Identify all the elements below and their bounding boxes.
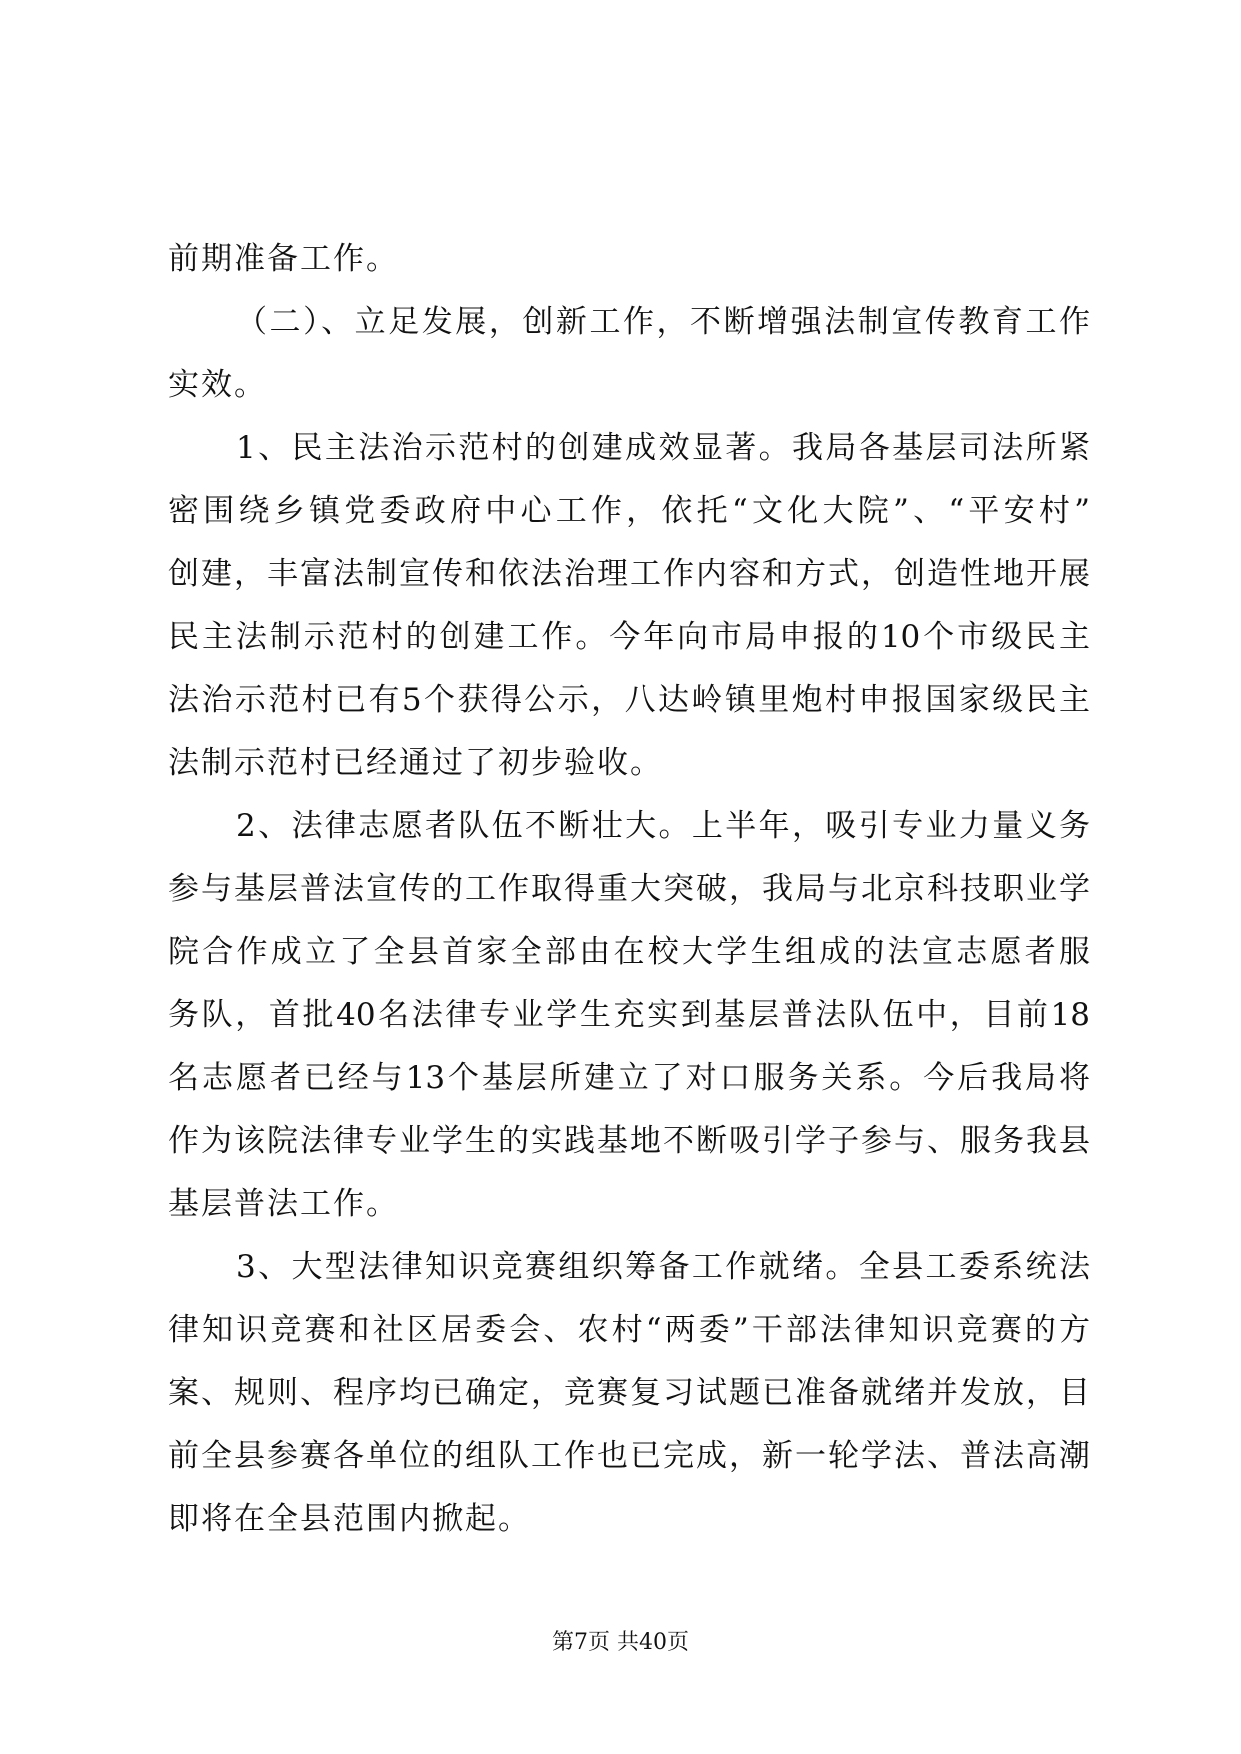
text-line: 案、规则、程序均已确定，竞赛复习试题已准备就绪并发放，目 bbox=[168, 1375, 1090, 1411]
page-number-footer: 第7页 共40页 bbox=[552, 1630, 689, 1655]
text-line: 3、大型法律知识竞赛组织筹备工作就绪。全县工委系统法 bbox=[236, 1249, 1090, 1285]
text-line: 创建，丰富法制宣传和依法治理工作内容和方式，创造性地开展 bbox=[168, 556, 1090, 592]
text-line: 律知识竞赛和社区居委会、农村“两委”干部法律知识竞赛的方 bbox=[168, 1312, 1090, 1348]
text-line: （二）、立足发展，创新工作，不断增强法制宣传教育工作 bbox=[236, 304, 1090, 340]
text-line: 实效。 bbox=[168, 367, 267, 403]
text-line: 名志愿者已经与13个基层所建立了对口服务关系。今后我局将 bbox=[168, 1060, 1090, 1096]
text-line: 法治示范村已有5个获得公示，八达岭镇里炮村申报国家级民主 bbox=[168, 682, 1090, 718]
text-line: 务队，首批40名法律专业学生充实到基层普法队伍中，目前18 bbox=[168, 997, 1090, 1033]
text-line: 民主法制示范村的创建工作。今年向市局申报的10个市级民主 bbox=[168, 619, 1090, 655]
text-line: 院合作成立了全县首家全部由在校大学生组成的法宣志愿者服 bbox=[168, 934, 1090, 970]
text-line: 即将在全县范围内掀起。 bbox=[168, 1501, 531, 1537]
text-line: 前全县参赛各单位的组队工作也已完成，新一轮学法、普法高潮 bbox=[168, 1438, 1090, 1474]
text-line: 基层普法工作。 bbox=[168, 1186, 399, 1222]
text-line: 法制示范村已经通过了初步验收。 bbox=[168, 745, 663, 781]
text-line: 2、法律志愿者队伍不断壮大。上半年，吸引专业力量义务 bbox=[236, 808, 1090, 844]
text-line: 前期准备工作。 bbox=[168, 241, 399, 277]
text-line: 1、民主法治示范村的创建成效显著。我局各基层司法所紧 bbox=[236, 430, 1090, 466]
text-line: 参与基层普法宣传的工作取得重大突破，我局与北京科技职业学 bbox=[168, 871, 1090, 907]
text-line: 密围绕乡镇党委政府中心工作，依托“文化大院”、“平安村” bbox=[168, 493, 1090, 529]
text-line: 作为该院法律专业学生的实践基地不断吸引学子参与、服务我县 bbox=[168, 1123, 1090, 1159]
